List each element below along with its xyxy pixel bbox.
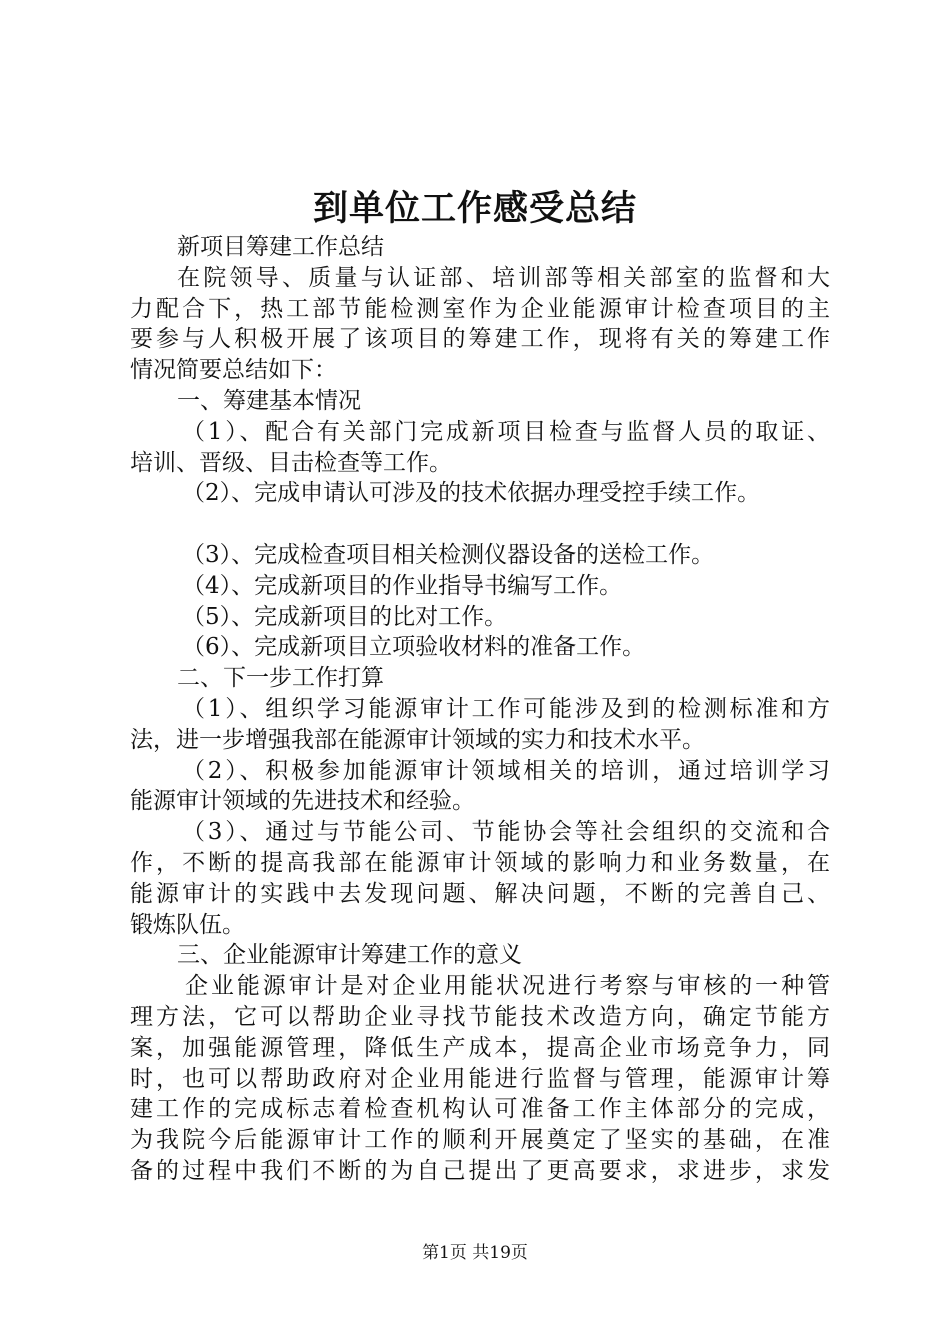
section-subtitle: 新项目筹建工作总结 [177, 234, 384, 260]
section-heading: 二、下一步工作打算 [177, 665, 384, 692]
list-item: 能源审计领域的先进技术和经验。 [130, 788, 475, 815]
section-heading: 三、企业能源审计筹建工作的意义 [177, 942, 522, 969]
list-item: （1）、组织学习能源审计工作可能涉及到的检测标准和方 [182, 695, 830, 722]
page-title: 到单位工作感受总结 [312, 188, 637, 229]
paragraph-line: 时，也可以帮助政府对企业用能进行监督与管理，能源审计筹 [130, 1065, 830, 1092]
paragraph-line: 在院领导、质量与认证部、培训部等相关部室的监督和大 [177, 264, 830, 291]
paragraph-line: 案，加强能源管理，降低生产成本，提高企业市场竞争力，同 [130, 1034, 830, 1061]
section-heading: 一、筹建基本情况 [177, 387, 361, 414]
list-item: （2）、完成申请认可涉及的技术依据办理受控手续工作。 [182, 480, 761, 507]
paragraph-line: 为我院今后能源审计工作的顺利开展奠定了坚实的基础，在准 [130, 1127, 830, 1154]
paragraph-line: 要参与人积极开展了该项目的筹建工作，现将有关的筹建工作 [130, 326, 830, 353]
blank-line [130, 509, 830, 540]
paragraph-line: 力配合下，热工部节能检测室作为企业能源审计检查项目的主 [130, 295, 830, 322]
paragraph-line: 情况简要总结如下： [130, 357, 337, 384]
paragraph-line: 企业能源审计是对企业用能状况进行考察与审核的一种管 [185, 973, 830, 1000]
paragraph-line: 建工作的完成标志着检查机构认可准备工作主体部分的完成， [130, 1096, 830, 1123]
list-item: （2）、积极参加能源审计领域相关的培训，通过培训学习 [182, 757, 830, 784]
page-number: 第1页 共19页 [422, 1243, 528, 1263]
document-body [130, 232, 830, 1187]
list-item: 锻炼队伍。 [130, 911, 245, 938]
list-item: （3）、完成检查项目相关检测仪器设备的送检工作。 [182, 541, 715, 568]
list-item: 培训、晋级、目击检查等工作。 [130, 449, 452, 476]
list-item: （5）、完成新项目的比对工作。 [182, 603, 508, 630]
list-item: 能源审计的实践中去发现问题、解决问题，不断的完善自己、 [130, 880, 830, 907]
list-item: 作，不断的提高我部在能源审计领域的影响力和业务数量，在 [130, 849, 830, 876]
list-item: （4）、完成新项目的作业指导书编写工作。 [182, 572, 623, 599]
list-item: 法，进一步增强我部在能源审计领域的实力和技术水平。 [130, 726, 705, 753]
list-item: （1）、配合有关部门完成新项目检查与监督人员的取证、 [182, 418, 830, 445]
paragraph-line: 备的过程中我们不断的为自己提出了更高要求，求进步，求发 [130, 1157, 830, 1184]
list-item: （6）、完成新项目立项验收材料的准备工作。 [182, 634, 646, 661]
paragraph-line: 理方法，它可以帮助企业寻找节能技术改造方向，确定节能方 [130, 1003, 830, 1030]
list-item: （3）、通过与节能公司、节能协会等社会组织的交流和合 [182, 819, 830, 846]
